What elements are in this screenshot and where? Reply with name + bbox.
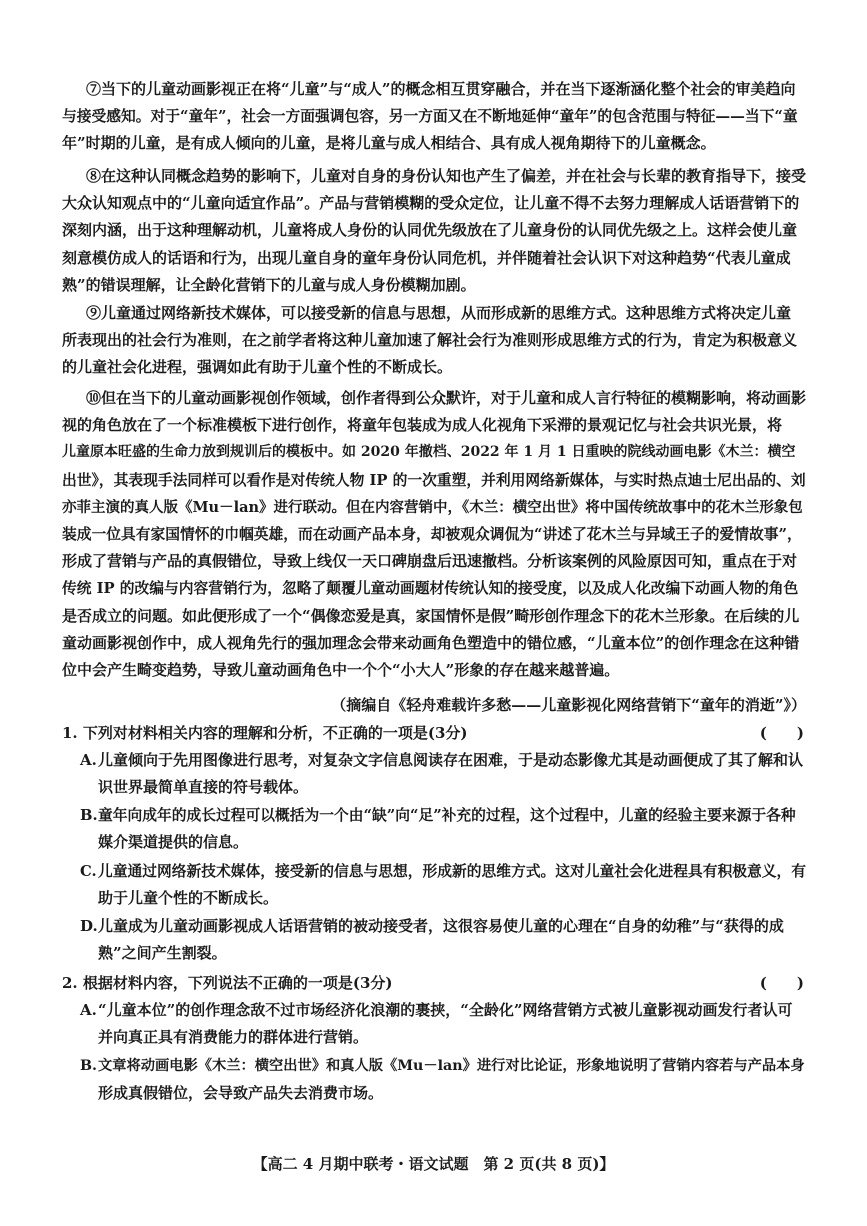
source-attribution: （摘编自《轻舟难载许多愁——儿童影视化网络营销下“童年的消逝”》） <box>331 696 806 714</box>
q1-option-a <box>80 747 806 802</box>
question-stem-text: 1. 下列对材料相关内容的理解和分析，不正确的一项是(3分) <box>62 724 468 742</box>
option-line: 熟”之间产生割裂。 <box>98 944 227 963</box>
option-line <box>80 913 806 940</box>
question-1-stem <box>62 720 808 747</box>
option-letter: C. <box>80 863 97 880</box>
option-line: 并向真正具有消费能力的群体进行营销。 <box>98 1028 369 1047</box>
paragraph-line: 儿童原本旺盛的生命力放到规训后的模板中。如 2020 年撤档、2022 年 1 月 1 日重映的院线动画电影《木兰：横空 <box>62 444 796 461</box>
q2-option-b <box>80 1053 806 1108</box>
paragraph-line: 的儿童社会化进程，强调如此有助于儿童个性的不断成长。 <box>62 358 453 377</box>
paragraph-line: 装成一位具有家国情怀的巾帼英雄，而在动画产品本身，却被观众调侃为“讲述了花木兰与异域王子的爱情故事”， <box>62 526 802 544</box>
paragraph-line: 刻意模仿成人的话语和行为，出现儿童自身的童年身份认同危机，并伴随着社会认识下对这种趋势“代表儿童成 <box>62 248 791 267</box>
q2-option-a <box>80 997 806 1052</box>
paragraph-line: 亦菲主演的真人版《Mu－lan》进行联动。但在内容营销中，《木兰：横空出世》将中国传统故事中的花木兰形象包 <box>62 498 803 516</box>
paragraph-line: 熟”的错误理解，让全龄化营销下的儿童与成人身份模糊加剧。 <box>62 275 476 294</box>
paragraph-line: 所表现出的社会行为准则，在之前学者将这种儿童加速了解社会行为准则形成思维方式的行为，肯定为积极意义 <box>62 331 798 350</box>
option-text: 儿童通过网络新技术媒体，接受新的信息与思想，形成新的思维方式。这对儿童社会化进程具有积极意义，有 <box>98 863 806 880</box>
option-line: 助于儿童个性的不断成长。 <box>98 889 279 908</box>
option-letter: B. <box>80 807 98 824</box>
q1-option-c <box>80 858 806 913</box>
paragraph-line: 传统 IP 的改编与内容营销行为，忽略了颠覆儿童动画题材传统认知的接受度，以及成人化改编下动画人物的角色 <box>62 580 799 598</box>
paragraph-line: ⑧在这种认同概念趋势的影响下，儿童对自身的身份认知也产生了偏差，并在社会与长辈的教育指导下，接受 <box>86 167 807 185</box>
page-footer: 【高二 4 月期中联考・语文试题 第 2 页(共 8 页)】 <box>252 1155 615 1173</box>
paragraph-8 <box>62 163 808 299</box>
option-line: 形成真假错位，会导致产品失去消费市场。 <box>98 1084 384 1103</box>
q1-option-d <box>80 913 806 968</box>
q1-option-b <box>80 802 806 857</box>
option-text: “儿童本位”的创作理念敌不过市场经济化浪潮的裹挟，“全龄化”网络营销方式被儿童影视动画发行者认可 <box>98 1001 793 1019</box>
paragraph-9 <box>62 300 808 382</box>
option-letter: D. <box>80 917 98 935</box>
option-line: 识世界最简单直接的符号载体。 <box>98 778 309 797</box>
paragraph-line: 大众认知观点中的“儿童向适宜作品”。产品与营销模糊的受众定位，让儿童不得不去努力理解成人话语营销下的 <box>62 194 800 213</box>
paragraph-7 <box>62 76 808 158</box>
paragraph-10 <box>62 385 808 684</box>
option-line <box>80 1053 806 1080</box>
paragraph-line: 视的角色放在了一个标准模板下进行创作，将童年包装成为成人化视角下采滞的景观记忆与社会共识光景，将 <box>62 416 783 435</box>
option-text: 儿童倾向于先用图像进行思考，对复杂文字信息阅读存在困难，于是动态影像尤其是动画便成了其了解和认 <box>98 751 804 769</box>
paragraph-line: 深刻内涵，出于这种理解动机，儿童将成人身份的认同优先级放在了儿童身份的认同优先级之上。这样会使儿童 <box>62 221 798 240</box>
option-line <box>80 802 806 829</box>
paragraph-line: ⑩但在当下的儿童动画影视创作领域，创作者得到公众默许，对于儿童和成人言行特征的模糊影响，将动画影 <box>86 389 807 407</box>
paragraph-line: 与接受感知。对于“童年”，社会一方面强调包容，另一方面又在不断地延伸“童年”的包含范围与特征——当下“童 <box>62 108 798 126</box>
option-line: 媒介渠道提供的信息。 <box>98 833 249 852</box>
paragraph-line: ⑦当下的儿童动画影视正在将“儿童”与“成人”的概念相互贯穿融合，并在当下逐渐涵化整个社会的审美趋向 <box>86 80 796 98</box>
option-letter: A. <box>80 751 97 769</box>
paragraph-line: 出世》，其表现手法同样可以看作是对传统人物 IP 的一次重塑，并利用网络新媒体，与实时热点迪士尼出品的、刘 <box>62 471 806 489</box>
paragraph-line: ⑨儿童通过网络新技术媒体，可以接受新的信息与思想，从而形成新的思维方式。这种思维方式将决定儿童 <box>86 304 792 322</box>
paragraph-line: 形成了营销与产品的真假错位，导致上线仅一天口碑崩盘后迅速撤档。分析该案例的风险原因可知，重点在于对 <box>62 552 798 571</box>
paragraph-line: 童动画影视创作中，成人视角先行的强加理念会带来动画角色塑造中的错位感，“儿童本位”的创作理念在这种错 <box>62 633 800 652</box>
answer-blank: ( ) <box>759 724 804 742</box>
answer-blank: ( ) <box>759 974 804 992</box>
paragraph-line: 年”时期的儿童，是有成人倾向的儿童，是将儿童与成人相结合、具有成人视角期待下的儿童概念。 <box>62 134 716 153</box>
option-letter: A. <box>80 1001 97 1019</box>
option-line <box>80 997 806 1024</box>
option-text: 儿童成为儿童动画影视成人话语营销的被动接受者，这很容易使儿童的心理在“自身的幼稚”与“获得的成 <box>98 917 784 935</box>
paragraph-line: 位中会产生畸变趋势，导致儿童动画角色中一个个“小大人”形象的存在越来越普遍。 <box>62 661 620 680</box>
option-letter: B. <box>80 1058 98 1074</box>
option-text: 童年向成年的成长过程可以概括为一个由“缺”向“足”补充的过程，这个过程中，儿童的经验主要来源于各种 <box>98 807 796 824</box>
paragraph-line: 是否成立的问题。如此便形成了一个“偶像恋爱是真，家国情怀是假”畸形创作理念下的花木兰形象。在后续的儿 <box>62 606 800 625</box>
option-line <box>80 747 806 774</box>
option-text: 文章将动画电影《木兰：横空出世》和真人版《Mu－lan》进行对比论证，形象地说明了营销内容若与产品本身 <box>98 1058 805 1074</box>
option-line <box>80 858 806 885</box>
question-stem-text: 2. 根据材料内容，下列说法不正确的一项是(3分) <box>62 974 393 992</box>
question-2-stem <box>62 970 808 997</box>
